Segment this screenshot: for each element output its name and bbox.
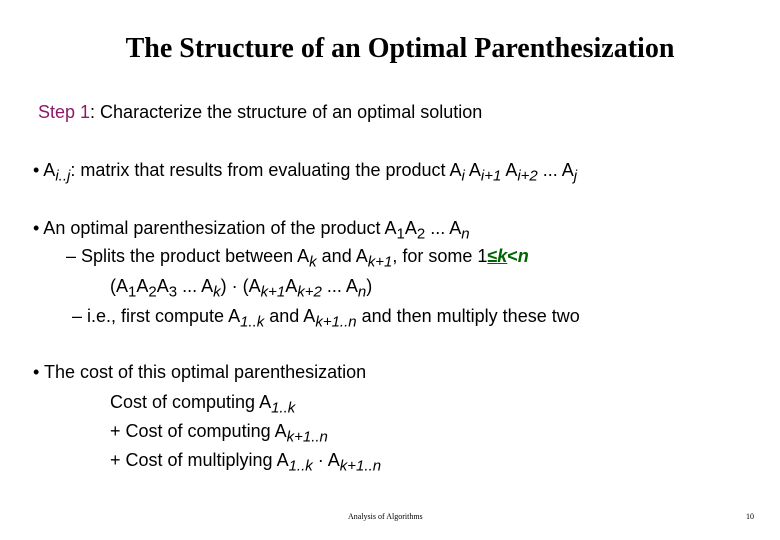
- step-line: [38, 102, 482, 123]
- page-number: 10: [746, 512, 754, 521]
- bullet-aij-definition: • $A_{i..j}$: matrix that results from evaluating the product $A_i$ $A_{i+1}$ $A_{i+2}$ ... $A_j$: [33, 160, 578, 185]
- slide-title: The Structure of an Optimal Parenthesization: [125, 33, 675, 64]
- cost-line-3: + Cost of multiplying $A_{1..k} \cdot A_{k+1..n}$: [110, 450, 382, 475]
- step-text: : Characterize the structure of an optimal solution: [90, 102, 483, 122]
- cost-line-2: + Cost of computing $A_{k+1..n}$: [110, 421, 328, 446]
- sub-bullet-ie: – i.e., first compute $A_{1..k}$ and $A_{k+1..n}$ and then multiply these two: [72, 306, 580, 331]
- product-expression: ($A_1A_2A_3$ ... $A_k) \cdot (A_{k+1}A_{k+2}$ ... $A_n$): [110, 276, 373, 301]
- step-label: Step 1: [38, 102, 91, 122]
- bullet-optimal-parenthesization: • An optimal parenthesization of the product $A_1A_2$ ... $A_n$: [33, 218, 470, 243]
- footer-text: Analysis of Algorithms: [348, 512, 423, 521]
- sub-bullet-splits: – Splits the product between $A_k$ and $A_{k+1}$, for some 1≤k<n: [66, 246, 529, 271]
- cost-line-1: Cost of computing $A_{1..k}$: [110, 392, 296, 417]
- bullet-cost: • The cost of this optimal parenthesization: [33, 362, 367, 382]
